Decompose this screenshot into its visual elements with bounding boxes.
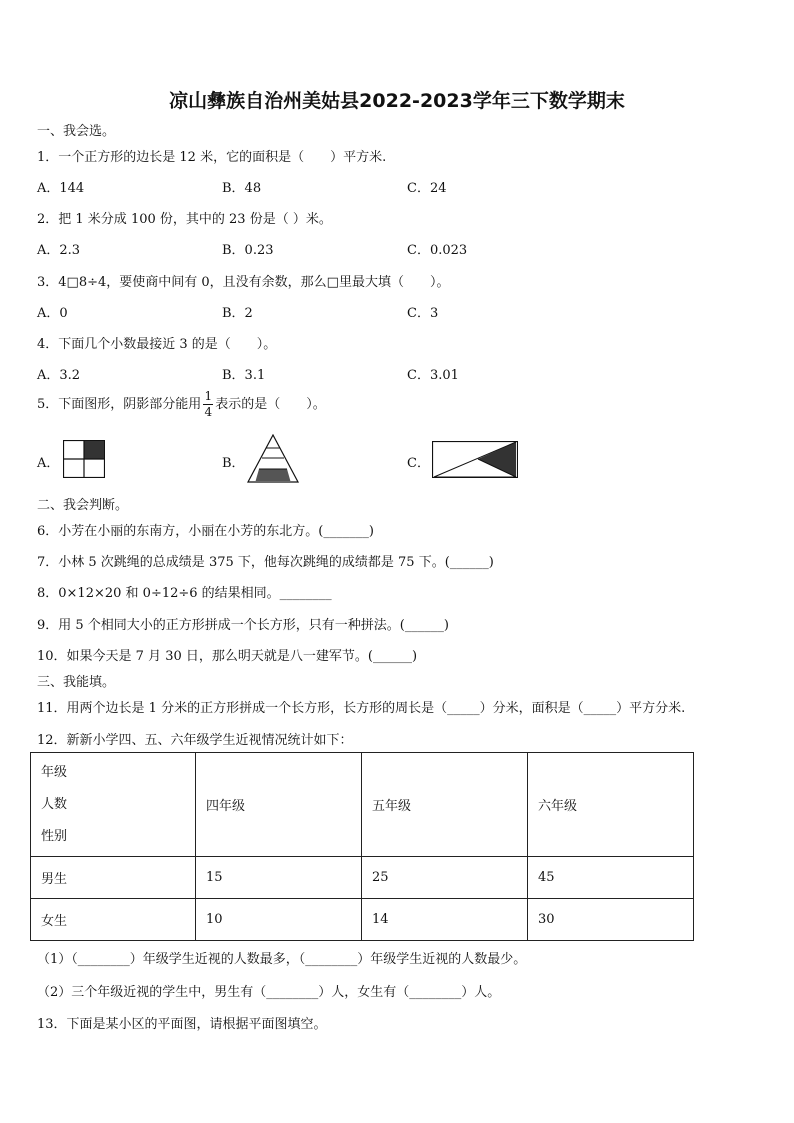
column-header: 五年级 bbox=[362, 753, 528, 857]
q2-option-c[interactable]: C．0.023 bbox=[407, 243, 468, 258]
q1-option-b[interactable]: B．48 bbox=[222, 181, 262, 196]
q5-option-c[interactable]: C． bbox=[407, 456, 430, 471]
corner-label-gender: 性别 bbox=[41, 828, 68, 844]
q3-option-b[interactable]: B．2 bbox=[222, 306, 253, 321]
q5-text-after: 表示的是（ ）。 bbox=[215, 397, 326, 412]
question-10: 10．如果今天是 7 月 30 日，那么明天就是八一建军节。(______) bbox=[37, 649, 418, 664]
table-header-row bbox=[31, 753, 694, 857]
q5-option-b[interactable]: B． bbox=[222, 456, 245, 471]
table-cell: 14 bbox=[362, 899, 528, 941]
question-12-part-2: （2）三个年级近视的学生中，男生有（________）人，女生有（________）人。 bbox=[37, 985, 501, 1000]
row-label: 女生 bbox=[31, 899, 196, 941]
question-7: 7．小林 5 次跳绳的总成绩是 375 下，他每次跳绳的成绩都是 75 下。(______) bbox=[37, 555, 494, 570]
q5-option-a[interactable]: A． bbox=[37, 456, 60, 471]
table-row bbox=[31, 899, 694, 941]
myopia-stats-table bbox=[30, 752, 694, 941]
q1-option-c[interactable]: C．24 bbox=[407, 181, 447, 196]
q5-figure-c-rectangle bbox=[432, 441, 518, 478]
column-header: 六年级 bbox=[528, 753, 694, 857]
table-cell: 10 bbox=[196, 899, 362, 941]
table-cell: 15 bbox=[196, 857, 362, 899]
question-5 bbox=[37, 390, 326, 419]
section-heading-choice: 一、我会选。 bbox=[37, 124, 116, 139]
q4-option-a[interactable]: A．3.2 bbox=[37, 368, 81, 383]
fraction-one-quarter bbox=[203, 390, 213, 419]
question-13: 13．下面是某小区的平面图，请根据平面图填空。 bbox=[37, 1017, 327, 1032]
corner-label-count: 人数 bbox=[41, 796, 68, 812]
question-6: 6．小芳在小丽的东南方，小丽在小芳的东北方。(_______) bbox=[37, 524, 374, 539]
q3-option-a[interactable]: A．0 bbox=[37, 306, 68, 321]
fraction-denominator: 4 bbox=[204, 405, 213, 419]
question-2: 2．把 1 米分成 100 份，其中的 23 份是（ ）米。 bbox=[37, 212, 332, 227]
table-corner-cell bbox=[31, 753, 196, 857]
question-1: 1．一个正方形的边长是 12 米，它的面积是（ ）平方米. bbox=[37, 150, 387, 165]
question-3: 3．4□8÷4，要使商中间有 0，且没有余数，那么□里最大填（ ）。 bbox=[37, 275, 450, 290]
question-9: 9．用 5 个相同大小的正方形拼成一个长方形，只有一种拼法。(______) bbox=[37, 618, 449, 633]
corner-label-grade: 年级 bbox=[41, 764, 68, 780]
row-label: 男生 bbox=[31, 857, 196, 899]
question-12: 12．新新小学四、五、六年级学生近视情况统计如下： bbox=[37, 733, 353, 748]
q5-figure-a-grid bbox=[63, 440, 105, 478]
page-title: 凉山彝族自治州美姑县2022-2023学年三下数学期末 bbox=[169, 90, 625, 112]
q2-option-b[interactable]: B．0.23 bbox=[222, 243, 274, 258]
column-header: 四年级 bbox=[196, 753, 362, 857]
question-12-part-1: （1）（________）年级学生近视的人数最多，（________）年级学生近视的人数最少。 bbox=[37, 952, 527, 967]
section-heading-fill: 三、我能填。 bbox=[37, 675, 116, 690]
q5-figure-b-triangle bbox=[247, 434, 299, 484]
q3-option-c[interactable]: C．3 bbox=[407, 306, 439, 321]
q5-text-before: 5．下面图形，阴影部分能用 bbox=[37, 397, 202, 412]
fraction-numerator: 1 bbox=[204, 389, 213, 403]
table-cell: 25 bbox=[362, 857, 528, 899]
q4-option-c[interactable]: C．3.01 bbox=[407, 368, 459, 383]
q1-option-a[interactable]: A．144 bbox=[37, 181, 85, 196]
question-8: 8．0×12×20 和 0÷12÷6 的结果相同。________ bbox=[37, 586, 332, 601]
question-4: 4．下面几个小数最接近 3 的是（ ）。 bbox=[37, 337, 277, 352]
q4-option-b[interactable]: B．3.1 bbox=[222, 368, 266, 383]
table-cell: 30 bbox=[528, 899, 694, 941]
table-row bbox=[31, 857, 694, 899]
question-11: 11．用两个边长是 1 分米的正方形拼成一个长方形，长方形的周长是（_____）分米，面积是（_____）平方分米. bbox=[37, 701, 686, 716]
q2-option-a[interactable]: A．2.3 bbox=[37, 243, 81, 258]
section-heading-judge: 二、我会判断。 bbox=[37, 498, 129, 513]
table-cell: 45 bbox=[528, 857, 694, 899]
